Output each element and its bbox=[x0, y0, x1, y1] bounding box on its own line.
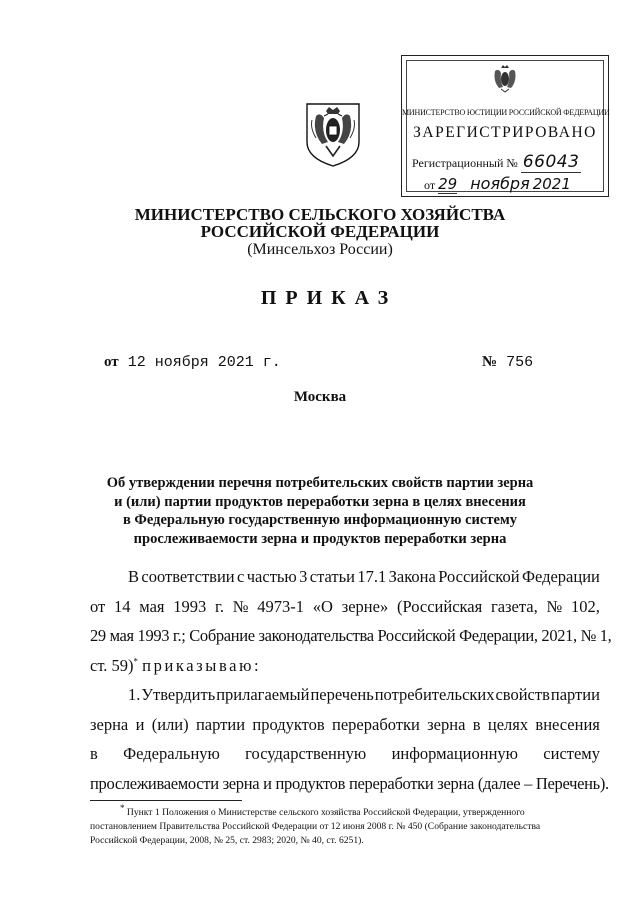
body-word: внесения bbox=[535, 714, 600, 734]
footnote bbox=[90, 802, 600, 848]
body-word: соответствии bbox=[141, 567, 235, 586]
body-line bbox=[90, 680, 600, 710]
footnote-line: постановлением Правительства Российской Федерации от 12 июня 2008 г. № 450 (Собрание законодательства bbox=[90, 821, 541, 832]
ministry-name-line2: РОССИЙСКОЙ ФЕДЕРАЦИИ bbox=[200, 222, 440, 241]
footnote-line: Российской Федерации, 2008, № 25, ст. 2983; 2020, № 40, ст. 6251). bbox=[90, 835, 364, 846]
body-word: «О bbox=[312, 596, 333, 616]
body-word: прилагаемый bbox=[216, 685, 310, 704]
subject-line: в Федеральную государственную информационную систему bbox=[122, 512, 518, 528]
body-word: 102, bbox=[571, 596, 600, 616]
body-word: с bbox=[237, 567, 245, 586]
body-word: потребительских bbox=[374, 685, 495, 704]
body-word: перечень bbox=[310, 685, 374, 704]
body-line bbox=[90, 710, 600, 740]
body-word: (Российская bbox=[396, 596, 483, 616]
body-word: Закона bbox=[388, 567, 436, 586]
body-word: 4973-1 bbox=[257, 596, 305, 616]
document-type-title: ПРИКАЗ bbox=[260, 287, 398, 309]
footnote-mark: * bbox=[120, 802, 125, 813]
footnote-text: Пункт 1 Положения о Министерстве сельского хозяйства Российской Федерации, утвержденного bbox=[126, 807, 525, 818]
body-word: В bbox=[128, 567, 140, 586]
stamp-emblem-icon bbox=[491, 63, 519, 93]
body-line bbox=[90, 562, 600, 592]
body-word: зерна bbox=[90, 714, 129, 734]
body-decree-word: приказываю: bbox=[142, 655, 262, 675]
body-word: (или) bbox=[151, 714, 189, 734]
body-word: в bbox=[90, 744, 98, 763]
body-word: Утвердить bbox=[141, 685, 216, 704]
body-word: продуктов bbox=[252, 714, 325, 734]
body-word: информационную bbox=[391, 744, 518, 763]
stamp-registered-label: ЗАРЕГИСТРИРОВАНО bbox=[413, 124, 597, 141]
body-word: свойств bbox=[495, 685, 550, 704]
body-line bbox=[90, 739, 600, 769]
subject-line: прослеживаемости зерна и продуктов переработки зерна bbox=[133, 530, 507, 547]
stamp-date-month: ноября bbox=[470, 174, 530, 193]
body-line: 29 мая 1993 г.; Собрание законодательства Российской Федерации, 2021, № 1, bbox=[90, 626, 612, 645]
body-word: систему bbox=[543, 744, 600, 763]
body-line: прослеживаемости зерна и продуктов переработки зерна (далее – Перечень). bbox=[90, 773, 609, 793]
body-word: статьи bbox=[309, 567, 355, 586]
order-date-prefix: от bbox=[104, 354, 119, 370]
stamp-ministry-name: МИНИСТЕРСТВО ЮСТИЦИИ РОССИЙСКОЙ ФЕДЕРАЦИИ bbox=[402, 108, 610, 117]
body-word: газета, bbox=[490, 596, 538, 616]
body-word: зерна bbox=[427, 714, 466, 734]
body-word: целях bbox=[487, 714, 529, 734]
stamp-date-day: 29 bbox=[438, 175, 458, 193]
body-word: 14 bbox=[114, 596, 131, 616]
body-word: г. bbox=[215, 596, 225, 616]
body-word: партии bbox=[550, 685, 600, 704]
order-date bbox=[104, 354, 281, 371]
body-word: и bbox=[135, 714, 145, 734]
subject-line: Об утверждении перечня потребительских свойств партии зерна bbox=[106, 475, 534, 491]
body-word: мая bbox=[139, 596, 165, 616]
order-city: Москва bbox=[293, 389, 347, 405]
footnote-reference: * bbox=[133, 656, 139, 666]
body-word: 1. bbox=[128, 685, 141, 704]
clause-1-paragraph bbox=[90, 680, 609, 798]
order-number-value: 756 bbox=[506, 354, 534, 371]
stamp-registration-number-line bbox=[412, 152, 581, 172]
subject-line: и (или) партии продуктов переработки зерна в целях внесения bbox=[114, 493, 526, 510]
body-word: государственную bbox=[245, 744, 367, 763]
ministry-name-line1: МИНИСТЕРСТВО СЕЛЬСКОГО ХОЗЯЙСТВА bbox=[134, 205, 506, 224]
body-line bbox=[90, 651, 600, 681]
body-word: частью bbox=[246, 567, 297, 586]
registration-stamp bbox=[401, 55, 609, 197]
body-word: 3 bbox=[299, 567, 308, 586]
stamp-date-line bbox=[424, 174, 571, 193]
preamble-paragraph bbox=[90, 562, 612, 680]
body-word: от bbox=[90, 596, 106, 616]
order-date-value: 12 ноября 2021 г. bbox=[127, 354, 281, 371]
stamp-date-prefix: от bbox=[424, 178, 436, 192]
body-word: 1993 bbox=[173, 596, 207, 616]
body-word: № bbox=[546, 596, 563, 616]
stamp-date-year: 2021 bbox=[532, 175, 571, 193]
body-word: Федерации bbox=[521, 567, 600, 586]
body-word: переработки bbox=[332, 714, 420, 734]
coat-of-arms-icon bbox=[302, 98, 364, 168]
body-word: в bbox=[472, 714, 481, 734]
order-number bbox=[482, 354, 533, 371]
body-line bbox=[90, 592, 600, 622]
body-word: 17.1 bbox=[357, 567, 387, 586]
stamp-reg-number-label: Регистрационный № bbox=[412, 156, 518, 170]
body-word: зерне» bbox=[341, 596, 389, 616]
footnote-divider bbox=[90, 800, 242, 801]
footnote-line bbox=[90, 802, 600, 820]
body-word: партии bbox=[195, 714, 246, 734]
body-word: Российской bbox=[438, 567, 520, 586]
body-word: Федеральную bbox=[123, 744, 220, 763]
stamp-reg-number: 66043 bbox=[522, 152, 580, 172]
order-subject bbox=[0, 474, 640, 548]
body-text-fragment: ст. 59) bbox=[90, 655, 134, 675]
body-word: № bbox=[232, 596, 249, 616]
ministry-short-name: (Минсельхоз России) bbox=[247, 241, 393, 258]
order-number-label: № bbox=[482, 354, 498, 370]
